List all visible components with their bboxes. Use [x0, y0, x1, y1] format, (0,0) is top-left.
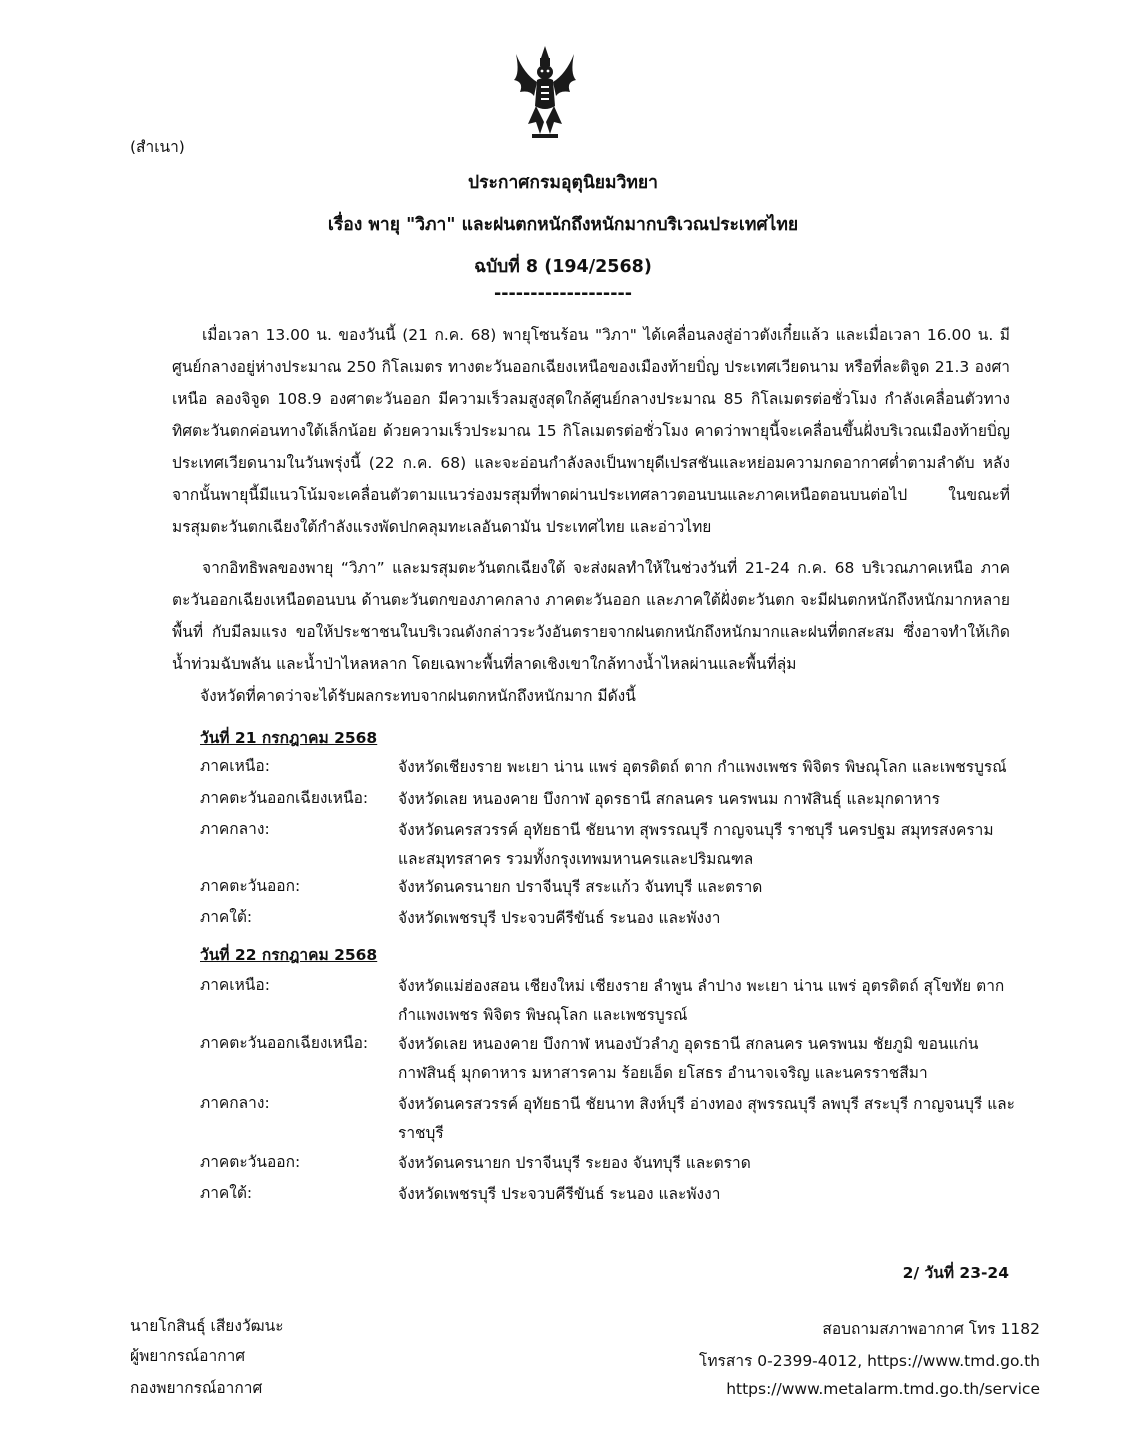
day-heading-22: วันที่ 22 กรกฎาคม 2568 [200, 946, 378, 964]
region-provinces: จังหวัดเพชรบุรี ประจวบคีรีขันธ์ ระนอง และพังงา [398, 909, 721, 927]
region-provinces: จังหวัดเพชรบุรี ประจวบคีรีขันธ์ ระนอง และพังงา [398, 1185, 721, 1203]
region-provinces: จังหวัดเชียงราย พะเยา น่าน แพร่ อุตรดิตถ์ ตาก กำแพงเพชร พิจิตร พิษณุโลก และเพชรบูรณ์ [398, 758, 1007, 776]
issue-number: ฉบับที่ 8 (194/2568) [474, 257, 652, 277]
affected-intro: จังหวัดที่คาดว่าจะได้รับผลกระทบจากฝนตกหนักถึงหนักมาก มีดังนี้ [200, 687, 636, 705]
region-provinces: จังหวัดนครสวรรค์ อุทัยธานี ชัยนาท สิงห์บุรี อ่างทอง สุพรรณบุรี ลพบุรี สระบุรี กาญจนบุรี และราชบุรี [398, 1095, 1016, 1142]
forecaster-name: นายโกสินธุ์ เสียงวัฒนะ [130, 1317, 284, 1335]
region-label: ภาคเหนือ: [200, 757, 270, 775]
title-separator: ------------------- [493, 284, 632, 304]
forecast-division: กองพยากรณ์อากาศ [130, 1379, 263, 1397]
region-provinces: จังหวัดนครสวรรค์ อุทัยธานี ชัยนาท สุพรรณบุรี กาญจนบุรี ราชบุรี นครปฐม สมุทรสงคราม และสมุทรสาคร รวมทั้งกรุงเทพมหานครและปริมณฑล [398, 821, 994, 868]
region-label: ภาคกลาง: [200, 1094, 270, 1112]
forecaster-position: ผู้พยากรณ์อากาศ [130, 1347, 246, 1365]
document-title: ประกาศกรมอุตุนิยมวิทยา [467, 173, 659, 193]
region-provinces: จังหวัดแม่ฮ่องสอน เชียงใหม่ เชียงราย ลำพูน ลำปาง พะเยา น่าน แพร่ อุตรดิตถ์ สุโขทัย ตาก กำแพงเพชร พิจิตร พิษณุโลก และเพชรบูรณ์ [398, 977, 1005, 1024]
next-page-marker: 2/ วันที่ 23-24 [902, 1264, 1009, 1282]
storm-paragraph [172, 319, 1010, 543]
region-label: ภาคกลาง: [200, 820, 270, 838]
day-heading-21: วันที่ 21 กรกฎาคม 2568 [200, 729, 378, 747]
region-label: ภาคตะวันออก: [200, 877, 301, 895]
region-provinces: จังหวัดนครนายก ปราจีนบุรี สระแก้ว จันทบุรี และตราด [398, 878, 763, 896]
impact-paragraph [172, 552, 1010, 680]
region-label: ภาคใต้: [200, 908, 253, 926]
contact-alarm-url: https://www.metalarm.tmd.go.th/service [726, 1380, 1040, 1398]
region-label: ภาคตะวันออก: [200, 1153, 301, 1171]
region-provinces: จังหวัดเลย หนองคาย บึงกาฬ อุดรธานี สกลนคร นครพนม กาฬสินธุ์ และมุกดาหาร [398, 790, 940, 808]
contact-phone: สอบถามสภาพอากาศ โทร 1182 [822, 1320, 1040, 1338]
region-provinces: จังหวัดนครนายก ปราจีนบุรี ระยอง จันทบุรี และตราด [398, 1154, 751, 1172]
document-subject: เรื่อง พายุ "วิภา" และฝนตกหนักถึงหนักมากบริเวณประเทศไทย [327, 215, 799, 235]
region-label: ภาคตะวันออกเฉียงเหนือ: [200, 1034, 369, 1052]
region-label: ภาคตะวันออกเฉียงเหนือ: [200, 789, 369, 807]
storm-paragraph-text: เมื่อเวลา 13.00 น. ของวันนี้ (21 ก.ค. 68) พายุโซนร้อน "วิภา" ได้เคลื่อนลงสู่อ่าวตังเกี๋ยแล้ว และเมื่อเวลา 16.00 น. มีศูนย์กลางอยู่ห่างประมาณ 250 กิโลเมตร ทางตะวันออกเฉียงเหนือของเมืองท้ายบิ่ญ ประเทศเวียดนาม หรือที่ละติจูด 21.3 องศาเหนือ ลองจิจูด 108.9 องศาตะวันออก มีความเร็วลมสูงสุดใกล้ศูนย์กลางประมาณ 85 กิโลเมตรต่อชั่วโมง กำลังเคลื่อนตัวทางทิศตะวันตกค่อนทางใต้เล็กน้อย ด้วยความเร็วประมาณ 15 กิโลเมตรต่อชั่วโมง คาดว่าพายุนี้จะเคลื่อนขึ้นฝั่งบริเวณเมืองท้ายบิ่ญ ประเทศเวียดนามในวันพรุ่งนี้ (22 ก.ค. 68) และจะอ่อนกำลังลงเป็นพายุดีเปรสชันและหย่อมความกดอากาศต่ำตามลำดับ หลังจากนั้นพายุนี้มีแนวโน้มจะเคลื่อนตัวตามแนวร่องมรสุมที่พาดผ่านประเทศลาวตอนบนและภาคเหนือตอนบนต่อไป ในขณะที่มรสุมตะวันตกเฉียงใต้กำลังแรงพัดปกคลุมทะเลอันดามัน ประเทศไทย และอ่าวไทย [172, 326, 1010, 536]
region-provinces: จังหวัดเลย หนองคาย บึงกาฬ หนองบัวลำภู อุดรธานี สกลนคร นครพนม ชัยภูมิ ขอนแก่น กาฬสินธุ์ มุกดาหาร มหาสารคาม ร้อยเอ็ด ยโสธร อำนาจเจริญ และนครราชสีมา [398, 1035, 979, 1082]
copy-label: (สำเนา) [130, 138, 185, 156]
region-label: ภาคเหนือ: [200, 976, 270, 994]
impact-paragraph-text: จากอิทธิพลของพายุ “วิภา” และมรสุมตะวันตกเฉียงใต้ จะส่งผลทำให้ในช่วงวันที่ 21-24 ก.ค. 68 บริเวณภาคเหนือ ภาคตะวันออกเฉียงเหนือตอนบน ด้านตะวันตกของภาคกลาง ภาคตะวันออก และภาคใต้ฝั่งตะวันตก จะมีฝนตกหนักถึงหนักมากหลายพื้นที่ กับมีลมแรง ขอให้ประชาชนในบริเวณดังกล่าวระวังอันตรายจากฝนตกหนักถึงหนักมากและฝนที่ตกสะสม ซึ่งอาจทำให้เกิดน้ำท่วมฉับพลัน และน้ำป่าไหลหลาก โดยเฉพาะพื้นที่ลาดเชิงเขาใกล้ทางน้ำไหลผ่านและพื้นที่ลุ่ม [172, 559, 1010, 673]
region-label: ภาคใต้: [200, 1184, 253, 1202]
contact-fax-web: โทรสาร 0-2399-4012, https://www.tmd.go.th [699, 1352, 1040, 1370]
garuda-emblem-icon [510, 44, 580, 142]
